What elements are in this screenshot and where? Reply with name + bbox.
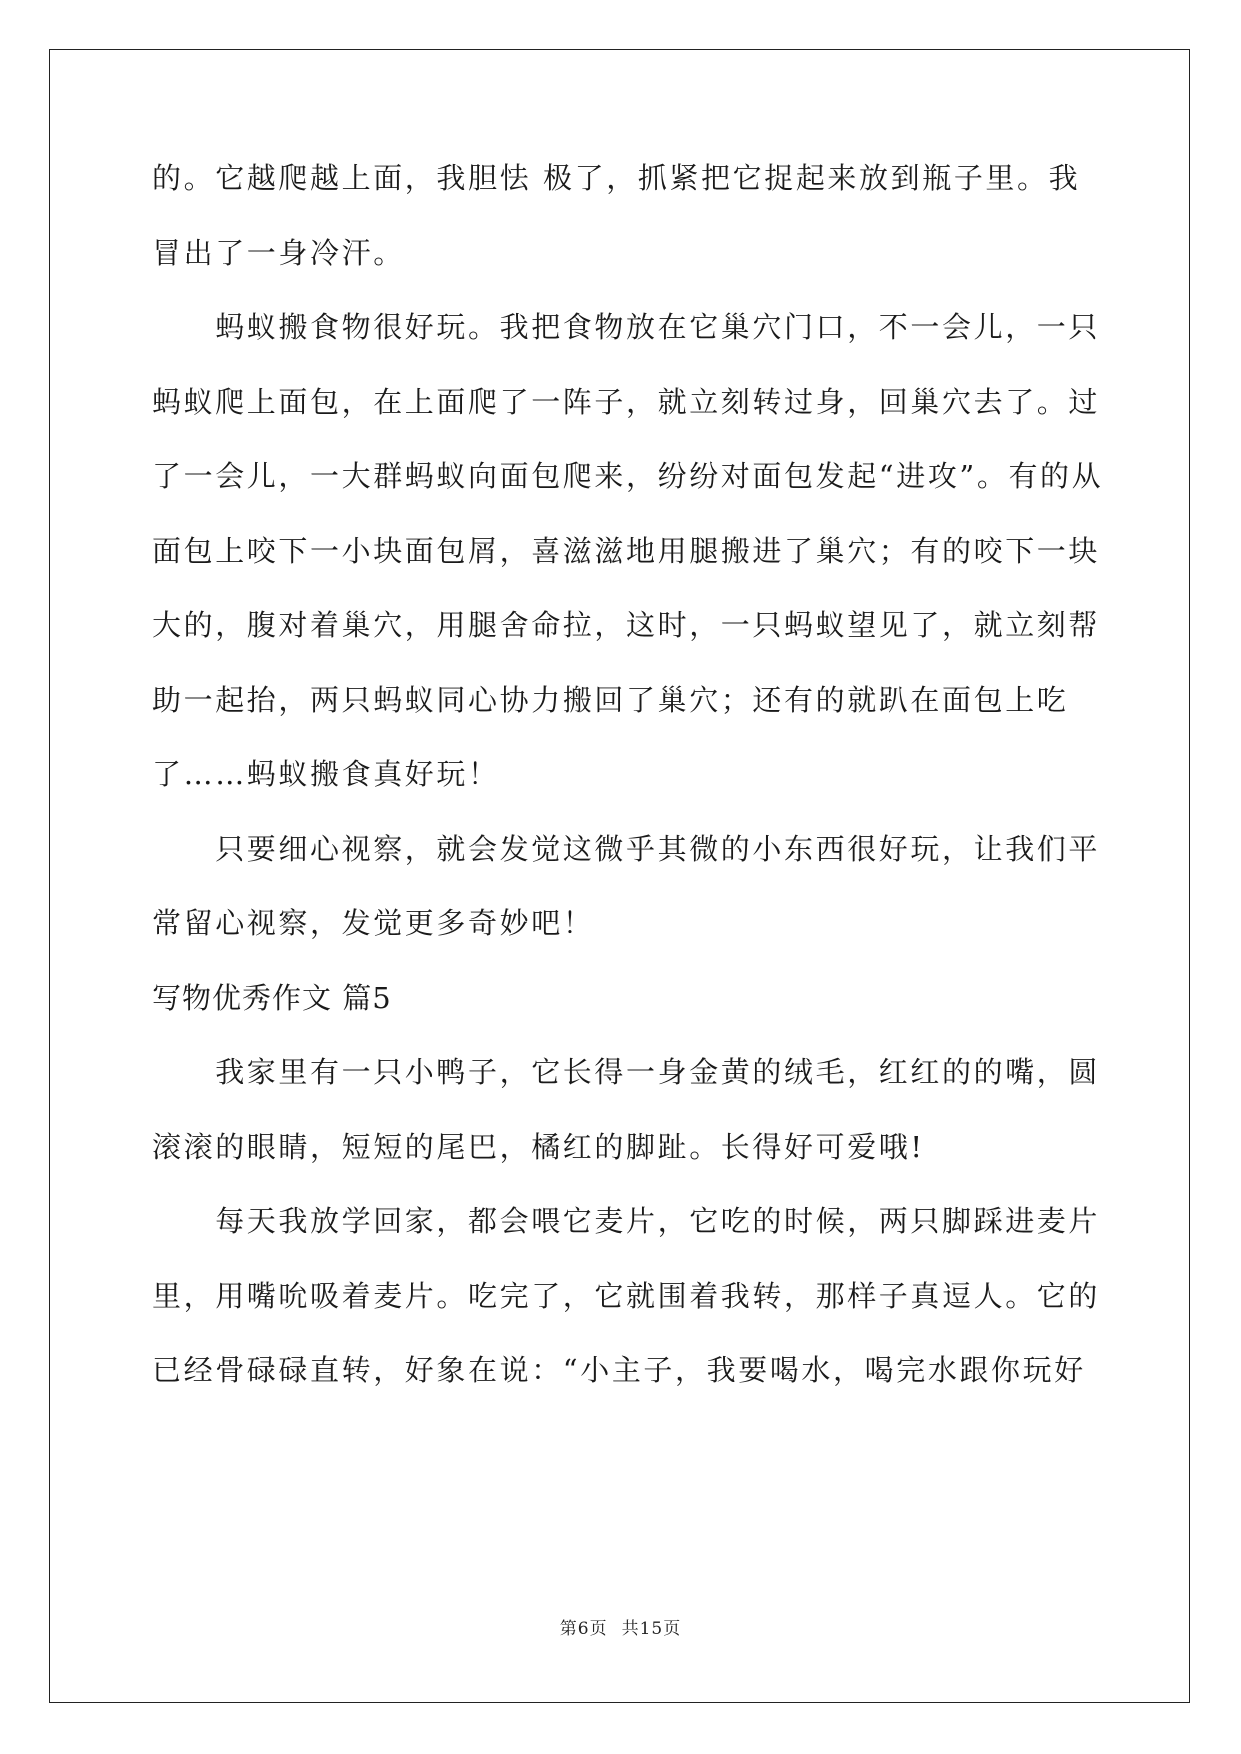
page-total: 共15页: [621, 1619, 682, 1639]
text-line: 常留心视察，发觉更多奇妙吧！: [152, 906, 595, 940]
text-line: 蚂蚁爬上面包，在上面爬了一阵子，就立刻转过身，回巢穴去了。过: [152, 384, 1101, 419]
text-line: 冒出了一身冷汗。: [152, 235, 405, 270]
page-footer: [0, 1614, 1241, 1639]
section-heading: 写物优秀作文 篇5: [152, 980, 392, 1015]
page-number: 第6页: [559, 1619, 608, 1639]
text-line: 大的，腹对着巢穴，用腿舍命拉，这时，一只蚂蚁望见了，就立刻帮: [152, 608, 1101, 642]
text-line: 已经骨碌碌直转，好象在说：“小主子，我要喝水，喝完水跟你玩好: [152, 1353, 1086, 1387]
text-line: 的。它越爬越上面，我胆怯 极了，抓紧把它捉起来放到瓶子里。我: [152, 161, 1081, 195]
text-line: 助一起抬，两只蚂蚁同心协力搬回了巢穴；还有的就趴在面包上吃: [152, 682, 1069, 717]
text-line: 面包上咬下一小块面包屑，喜滋滋地用腿搬进了巢穴；有的咬下一块: [152, 533, 1101, 568]
text-line: 里，用嘴吮吸着麦片。吃完了，它就围着我转，那样子真逗人。它的: [152, 1278, 1101, 1313]
text-line: 了一会儿，一大群蚂蚁向面包爬来，纷纷对面包发起“进攻”。有的从: [152, 459, 1104, 493]
text-line: 了……蚂蚁搬食真好玩！: [152, 757, 500, 791]
text-line: 滚滚的眼睛，短短的尾巴，橘红的脚趾。长得好可爱哦!: [152, 1129, 925, 1164]
text-line: 只要细心视察，就会发觉这微乎其微的小东西很好玩，让我们平: [152, 831, 1101, 866]
text-line: 我家里有一只小鸭子，它长得一身金黄的绒毛，红红的的嘴，圆: [152, 1055, 1101, 1089]
document-body: [152, 155, 1104, 1422]
text-line: 每天我放学回家，都会喂它麦片，它吃的时候，两只脚踩进麦片: [152, 1204, 1101, 1238]
text-line: 蚂蚁搬食物很好玩。我把食物放在它巢穴门口，不一会儿，一只: [152, 310, 1101, 344]
